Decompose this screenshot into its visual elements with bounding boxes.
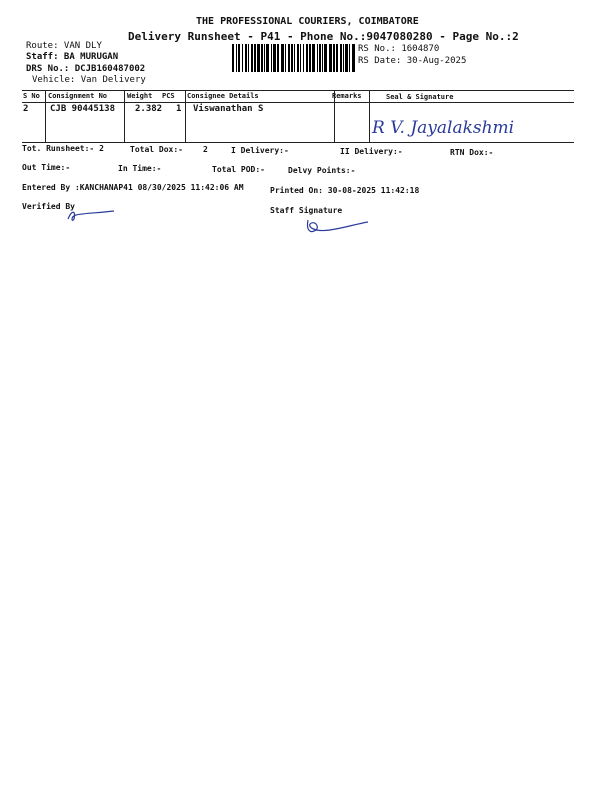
barcode-bar [309, 44, 311, 72]
barcode-bar [312, 44, 315, 72]
col-divider [185, 90, 186, 142]
rtn-dox: RTN Dox:- [450, 148, 494, 157]
out-time: Out Time:- [22, 163, 71, 172]
barcode-bar [333, 44, 335, 72]
route-text: Route: VAN DLY [26, 41, 102, 51]
barcode-bar [242, 44, 243, 72]
barcode-bar [273, 44, 276, 72]
row-consignment: CJB 90445138 [50, 104, 116, 114]
col-divider [124, 90, 125, 142]
barcode-bar [288, 44, 290, 72]
barcode-bar [319, 44, 321, 72]
barcode-bar [291, 44, 293, 72]
header-seal-signature: Seal & Signature [386, 93, 454, 101]
header-consignment: Consignment No [48, 92, 108, 100]
row-pcs: 1 [176, 104, 182, 114]
company-title: THE PROFESSIONAL COURIERS, COIMBATORE [196, 16, 419, 27]
printed-on: Printed On: 30-08-2025 11:42:18 [270, 186, 420, 195]
row-consignee: Viswanathan S [193, 104, 264, 114]
delvy-points: Delvy Points:- [288, 166, 356, 175]
header-pcs: PCS [162, 92, 175, 100]
total-runsheet: Tot. Runsheet:- 2 [22, 144, 104, 153]
barcode-bar [352, 44, 355, 72]
barcode-bar [336, 44, 338, 72]
barcode-bar [297, 44, 299, 72]
staff-signature-icon [300, 214, 372, 238]
barcode-bar [322, 44, 323, 72]
barcode-bar [271, 44, 272, 72]
table-bottom-rule [22, 142, 574, 143]
header-weight: Weight [127, 92, 153, 100]
verified-by-signature-icon [62, 205, 122, 225]
total-pod: Total POD:- [212, 165, 265, 174]
barcode-bar [303, 44, 304, 72]
in-time: In Time:- [118, 164, 162, 173]
barcode-bar [343, 44, 344, 72]
barcode-bar [236, 44, 237, 72]
barcode-bar [245, 44, 247, 72]
barcode-bar [261, 44, 263, 72]
total-dox-value: 2 [203, 145, 208, 154]
barcode-bar [294, 44, 295, 72]
rs-number: RS No.: 1604870 [358, 44, 440, 54]
barcode-bar [238, 44, 240, 72]
barcode-bar [264, 44, 265, 72]
entered-by: Entered By :KANCHANAP41 08/30/2025 11:42:06 AM [22, 183, 244, 192]
header-consignee: Consignee Details [187, 92, 259, 100]
header-sno: S No [23, 92, 40, 100]
barcode-bar [257, 44, 260, 72]
ii-delivery: II Delivery:- [340, 147, 403, 156]
row-weight: 2.382 [135, 104, 163, 114]
col-divider [45, 90, 46, 142]
verified-by-label: Verified By [22, 202, 75, 211]
row-sno: 2 [23, 104, 29, 114]
barcode-bar [306, 44, 308, 72]
recipient-signature: R V. Jayalakshmi [372, 118, 515, 138]
barcode-bar [281, 44, 284, 72]
total-dox-label: Total Dox:- [130, 145, 183, 154]
drs-number: DRS No.: DCJB160487002 [26, 64, 146, 74]
barcode-bar [324, 44, 327, 72]
runsheet-subtitle: Delivery Runsheet - P41 - Phone No.:9047080280 - Page No.:2 [128, 30, 519, 43]
vehicle-text: Vehicle: Van Delivery [32, 75, 146, 85]
barcode-bar [266, 44, 269, 72]
staff-signature-label: Staff Signature [270, 206, 343, 215]
i-delivery: I Delivery:- [231, 146, 289, 155]
table-header-rule [22, 102, 574, 103]
barcode-bar [345, 44, 348, 72]
barcode-bar [349, 44, 350, 72]
barcode-bar [285, 44, 286, 72]
barcode-bar [232, 44, 234, 72]
table-top-rule [22, 90, 574, 91]
barcode-bar [248, 44, 249, 72]
barcode-bar [300, 44, 301, 72]
staff-text: Staff: BA MURUGAN [26, 52, 119, 62]
barcode-image [232, 44, 356, 72]
col-divider [369, 90, 370, 142]
header-remarks: Remarks [332, 92, 362, 100]
barcode-bar [251, 44, 253, 72]
barcode-bar [277, 44, 279, 72]
barcode-bar [317, 44, 318, 72]
rs-date: RS Date: 30-Aug-2025 [358, 56, 467, 66]
barcode-bar [254, 44, 256, 72]
barcode-bar [329, 44, 332, 72]
barcode-bar [340, 44, 342, 72]
